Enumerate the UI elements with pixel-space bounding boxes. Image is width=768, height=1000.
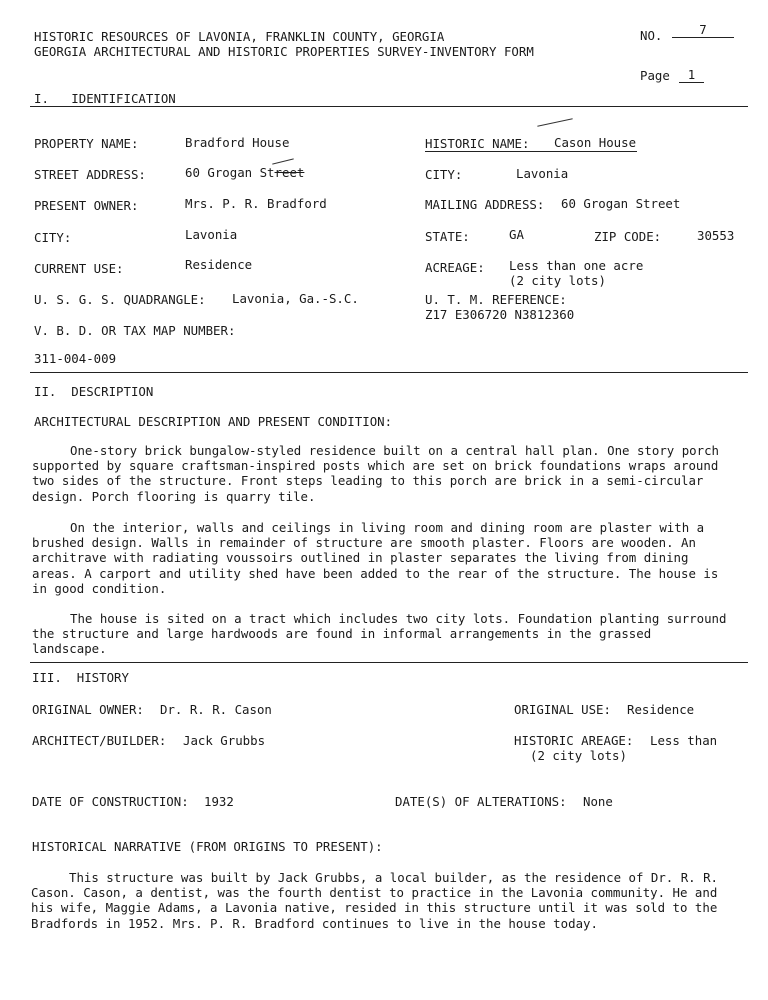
street-address-struck: reet: [274, 165, 305, 180]
current-use: Residence: [185, 257, 253, 272]
form-number: [672, 22, 734, 38]
page-number: [679, 67, 704, 83]
architect-builder-label: ARCHITECT/BUILDER:: [32, 733, 167, 748]
city-right: Lavonia: [516, 166, 569, 181]
mailing-address-label: MAILING ADDRESS:: [425, 197, 545, 212]
date-of-alterations-label: DATE(S) OF ALTERATIONS:: [395, 794, 567, 809]
quadrangle-label: U. S. G. S. QUADRANGLE:: [34, 292, 206, 307]
historic-areage-line-2: (2 city lots): [530, 748, 627, 763]
historic-name: Cason House: [554, 135, 637, 150]
date-of-construction-label: DATE OF CONSTRUCTION:: [32, 794, 189, 809]
present-owner: Mrs. P. R. Bradford: [185, 196, 327, 211]
street-address-label: STREET ADDRESS:: [34, 167, 146, 182]
utm-reference: Z17 E306720 N3812360: [425, 307, 575, 322]
section-divider: [30, 662, 748, 663]
state-label: STATE:: [425, 229, 470, 244]
original-use: Residence: [627, 702, 695, 717]
city: Lavonia: [185, 227, 238, 242]
section-divider: [30, 106, 748, 107]
tax-map-label: V. B. D. OR TAX MAP NUMBER:: [34, 323, 236, 338]
date-of-construction: 1932: [204, 794, 234, 809]
street-address-text: 60 Grogan St: [185, 165, 275, 180]
form-title: HISTORIC RESOURCES OF LAVONIA, FRANKLIN COUNTY, GEORGIA: [34, 29, 445, 44]
city-label: CITY:: [34, 230, 72, 245]
historic-areage-label: HISTORIC AREAGE:: [514, 733, 634, 748]
form-subtitle: GEORGIA ARCHITECTURAL AND HISTORIC PROPERTIES SURVEY-INVENTORY FORM: [34, 44, 534, 59]
section-description-heading: II. DESCRIPTION: [34, 384, 154, 399]
form-number-label: NO.: [640, 28, 663, 43]
property-name-label: PROPERTY NAME:: [34, 136, 139, 151]
section-divider: [30, 372, 748, 373]
original-owner: Dr. R. R. Cason: [160, 702, 272, 717]
date-of-alterations: None: [583, 794, 613, 809]
zip-code: 30553: [697, 228, 735, 243]
property-name: Bradford House: [185, 135, 290, 150]
current-use-label: CURRENT USE:: [34, 261, 124, 276]
acreage-label: ACREAGE:: [425, 260, 485, 275]
description-paragraph-text: One-story brick bungalow-styled residence built on a central hall plan. One story porch supported by square craftsman-inspired posts which are set on brick foundations wraps around two sides of the structure. Front steps leading to this porch are brick in a semi-circular design. Porch flooring is quarry tile.: [32, 443, 720, 504]
acreage-line-2: (2 city lots): [509, 273, 606, 288]
historical-narrative: [31, 870, 735, 931]
description-paragraph: [32, 443, 732, 504]
handwritten-correction: [272, 158, 294, 164]
state: GA: [509, 227, 524, 242]
description-paragraph: [32, 520, 732, 596]
tax-map-number: 311-004-009: [34, 351, 117, 366]
historical-narrative-text: This structure was built by Jack Grubbs, a local builder, as the residence of Dr. R. R. Cason. Cason, a dentist, was the fourth dentist to practice in the Lavonia community. He and his wife, Maggie Adams, a Lavonia native, resided in this structure until it was sold to the Bradfords in 1952. Mrs. P. R. Bradford continues to live in the house today.: [31, 870, 719, 931]
section-history-heading: III. HISTORY: [32, 670, 129, 685]
section-identification-heading: I. IDENTIFICATION: [34, 91, 176, 106]
zip-code-label: ZIP CODE:: [594, 229, 662, 244]
page-label: Page: [640, 68, 670, 83]
mailing-address: 60 Grogan Street: [561, 196, 681, 211]
description-paragraph-text: On the interior, walls and ceilings in living room and dining room are plaster with a brushed design. Walls in remainder of structure are smooth plaster. Floors are wooden. An architrave with radiating voussoirs outlined in plaster separates the living from dining areas. A carport and utility shed have been added to the rear of the structure. The house is in good condition.: [32, 520, 719, 596]
architect-builder: Jack Grubbs: [183, 733, 266, 748]
historic-areage-line-1: Less than: [650, 733, 718, 748]
quadrangle: Lavonia, Ga.-S.C.: [232, 291, 359, 306]
description-paragraph-text: The house is sited on a tract which includes two city lots. Foundation planting surround the structure and large hardwoods are found in informal arrangements in the grassed landscape.: [32, 611, 727, 657]
description-paragraph: [32, 611, 732, 657]
present-owner-label: PRESENT OWNER:: [34, 198, 139, 213]
page-number-value: 1: [687, 67, 696, 82]
historic-name-label-text: HISTORIC NAME:: [425, 136, 530, 151]
historical-narrative-heading: HISTORICAL NARRATIVE (FROM ORIGINS TO PRESENT):: [32, 839, 383, 854]
utm-reference-label: U. T. M. REFERENCE:: [425, 292, 567, 307]
original-use-label: ORIGINAL USE:: [514, 702, 611, 717]
acreage-line-1: Less than one acre: [509, 258, 644, 273]
city-label-right: CITY:: [425, 167, 463, 182]
architectural-description-heading: ARCHITECTURAL DESCRIPTION AND PRESENT CONDITION:: [34, 414, 393, 429]
original-owner-label: ORIGINAL OWNER:: [32, 702, 144, 717]
form-number-value: 7: [699, 22, 707, 37]
street-address: [185, 165, 304, 180]
handwritten-mark: [537, 118, 572, 126]
